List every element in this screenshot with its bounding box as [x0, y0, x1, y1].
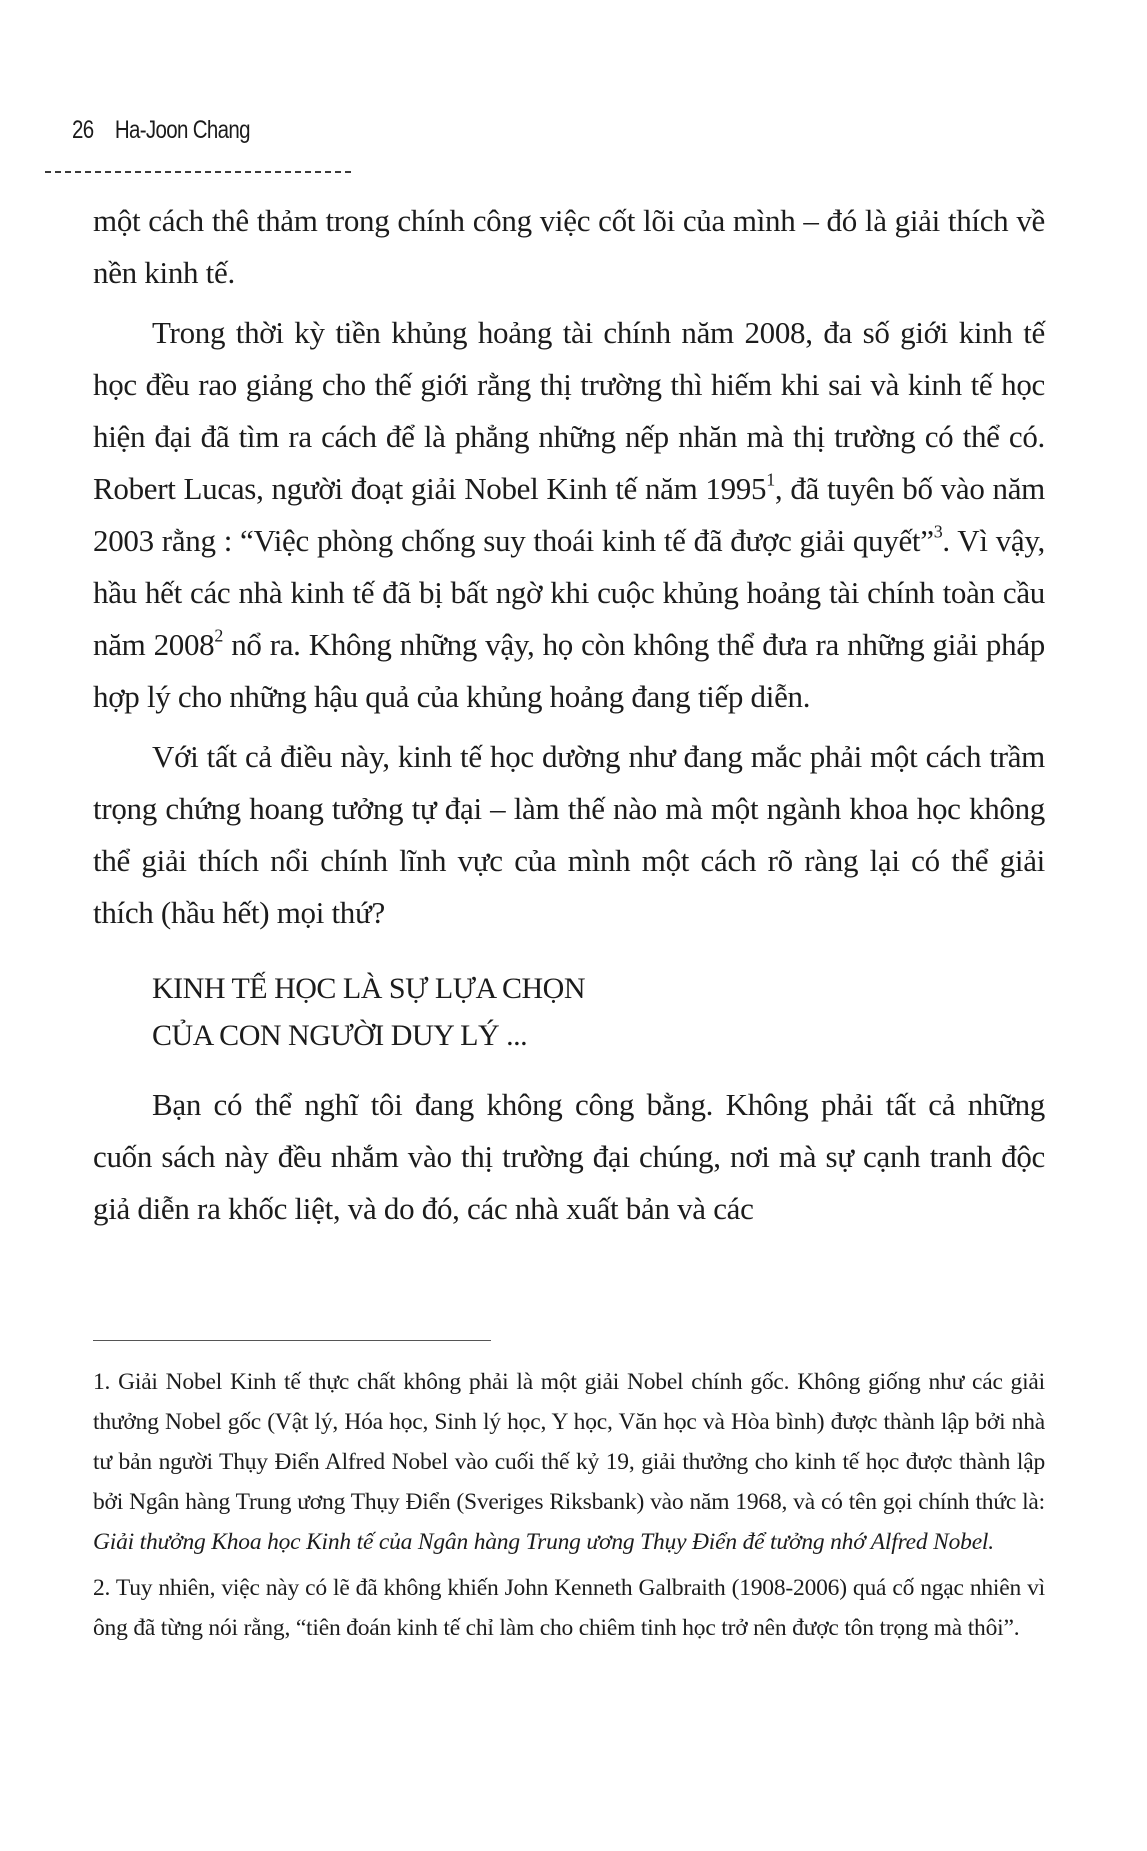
footnote-separator [93, 1340, 491, 1341]
paragraph-continued: một cách thê thảm trong chính công việc cốt lõi của mình – đó là giải thích về nền kinh tế. [93, 203, 1045, 290]
text-segment: . Vì vậy, hầu hết các nhà kinh tế đã bị bất ngờ khi cuộc khủng hoảng tài chính toàn cầu năm 2008 [93, 523, 1045, 662]
footnote-1-text: 1. Giải Nobel Kinh tế thực chất không phải là một giải Nobel chính gốc. Không giống như các giải thưởng Nobel gốc (Vật lý, Hóa học, Sinh lý học, Y học, Văn học và Hòa bình) được thành lập bởi nhà tư bản người Thụy Điển Alfred Nobel vào cuối thế kỷ 19, giải thưởng cho kinh tế học được thành lập bởi Ngân hàng Trung ương Thụy Điển (Sveriges Riksbank) vào năm 1968, và có tên gọi chính thức là: [93, 1369, 1045, 1515]
footnote-1-prize-name: Giải thưởng Khoa học Kinh tế của Ngân hàng Trung ương Thụy Điển để tưởng nhớ Alfred Nobel. [93, 1529, 994, 1555]
section-heading-line-1: KINH TẾ HỌC LÀ SỰ LỰA CHỌN [152, 972, 586, 1005]
text-segment: Trong thời kỳ tiền khủng hoảng tài chính năm 2008, đa số giới kinh tế học đều rao giảng cho thế giới rằng thị trường thì hiếm khi sai và kinh tế học hiện đại đã tìm ra cách để là phẳng những nếp nhăn mà thị trường có thể có. Robert Lucas, người đoạt giải Nobel Kinh tế năm 1995 [93, 315, 1045, 506]
paragraph-megalomania: Với tất cả điều này, kinh tế học dường như đang mắc phải một cách trầm trọng chứng hoang tưởng tự đại – làm thế nào mà một ngành khoa học không thể giải thích nổi chính lĩnh vực của mình một cách rõ ràng lại có thể giải thích (hầu hết) mọi thứ? [93, 739, 1045, 930]
author-name: Ha-Joon Chang [114, 116, 250, 144]
main-text [93, 195, 1045, 1235]
header-dashed-rule [45, 171, 351, 173]
footnote-ref-3[interactable]: 3 [933, 521, 943, 542]
running-head [72, 116, 250, 145]
footnote-1 [93, 1362, 1045, 1562]
text-segment: , đã tuyên bố vào năm 2003 rằng : “Việc phòng chống suy thoái kinh tế đã được giải quyết” [93, 471, 1045, 558]
text-segment: nổ ra. Không những vậy, họ còn không thể đưa ra những giải pháp hợp lý cho những hậu quả của khủng hoảng đang tiếp diễn. [93, 627, 1045, 714]
footnote-ref-2[interactable]: 2 [214, 625, 224, 646]
paragraph-unfair: Bạn có thể nghĩ tôi đang không công bằng. Không phải tất cả những cuốn sách này đều nhắm vào thị trường đại chúng, nơi mà sự cạnh tranh độc giả diễn ra khốc liệt, và do đó, các nhà xuất bản và các [93, 1087, 1045, 1226]
footnotes [93, 1362, 1045, 1648]
section-heading [152, 965, 1045, 1059]
page-number: 26 [72, 116, 94, 144]
footnote-2: 2. Tuy nhiên, việc này có lẽ đã không khiến John Kenneth Galbraith (1908-2006) quá cố ngạc nhiên vì ông đã từng nói rằng, “tiên đoán kinh tế chỉ làm cho chiêm tinh học trở nên được tôn trọng mà thôi”. [93, 1575, 1045, 1641]
paragraph-lucas [93, 307, 1045, 723]
section-heading-line-2: CỦA CON NGƯỜI DUY LÝ ... [152, 1019, 528, 1052]
footnote-ref-1[interactable]: 1 [766, 469, 775, 490]
